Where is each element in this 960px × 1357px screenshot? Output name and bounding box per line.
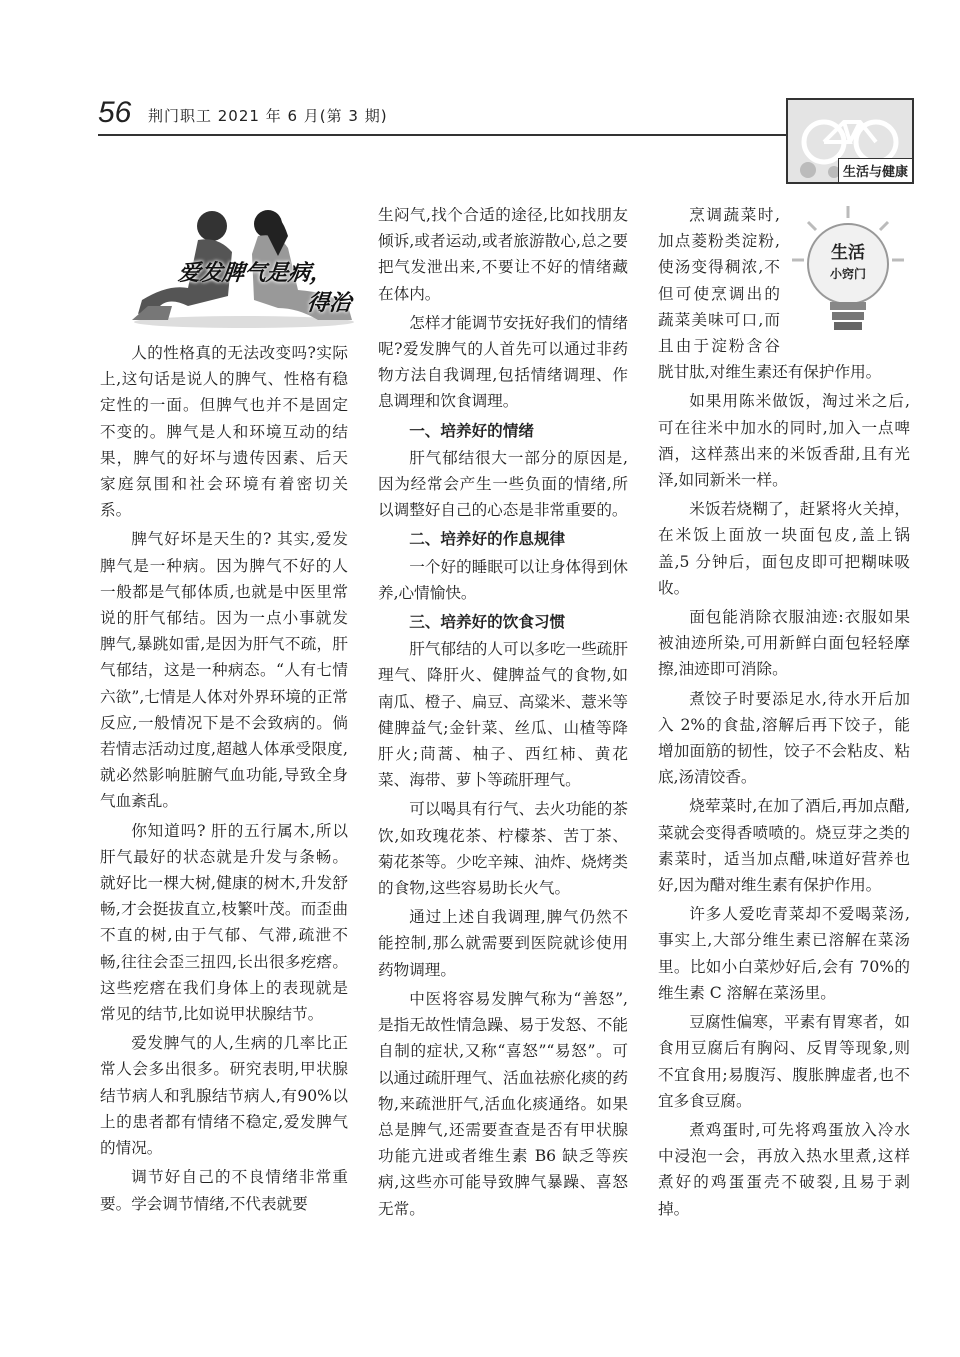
tips-badge-line1: 生活 xyxy=(831,243,865,263)
tips-badge-line2: 小窍门 xyxy=(829,267,867,281)
article-title-line1: 爱发脾气是病， xyxy=(176,261,334,286)
section-heading: 三、培养好的饮食习惯 xyxy=(409,613,566,632)
paragraph: 生闷气,找个合适的途径,比如找朋友倾诉,或者运动,或者旅游散心,总之要把气发泄出来,不要让不好的情绪藏在体内。 xyxy=(378,206,628,303)
section-logo xyxy=(786,98,914,184)
tip-item: 烹调蔬菜时,加点菱粉类淀粉,使汤变得稠浓,不但可使烹调出的蔬菜美味可口,而且由于淀粉含谷胱甘肽,对维生素还有保护作用。 xyxy=(658,206,882,382)
tip-item: 许多人爱吃青菜却不爱喝菜汤,事实上,大部分维生素已溶解在菜汤里。比如小白菜炒好后,会有 70%的维生素 C 溶解在菜汤里。 xyxy=(658,905,910,1002)
tip-item: 如果用陈米做饭，淘过米之后,可在往米中加水的同时,加入一点啤酒，这样蒸出来的米饭香甜,且有光泽,如同新米一样。 xyxy=(658,392,910,490)
tips-column xyxy=(658,202,910,1225)
section-heading: 一、培养好的情绪 xyxy=(409,421,534,440)
header-rule xyxy=(98,134,786,136)
tip-item: 烧荤菜时,在加了酒后,再加点醋,菜就会变得香喷喷的。烧豆芽之类的素菜时，适当加点醋,味道好营养也好,因为醋对维生素有保护作用。 xyxy=(658,797,910,895)
paragraph: 肝气郁结的人可以多吃一些疏肝理气、降肝火、健脾益气的食物,如南瓜、橙子、扁豆、高粱米、薏米等健脾益气;金针菜、丝瓜、山楂等降肝火;茼蒿、柚子、西红柿、黄花菜、海带、萝卜等疏肝理气。 xyxy=(378,640,628,790)
tip-item: 面包能消除衣服油迹:衣服如果被油迹所染,可用新鲜白面包轻轻摩擦,油迹即可消除。 xyxy=(658,608,910,679)
paragraph: 肝气郁结很大一部分的原因是,因为经常会产生一些负面的情绪,所以调整好自己的心态是非常重要的。 xyxy=(378,448,628,520)
article-column-1 xyxy=(100,340,348,1220)
paragraph: 一个好的睡眠可以让身体得到休养,心情愉快。 xyxy=(378,557,628,602)
paragraph: 怎样才能调节安抚好我们的情绪呢?爱发脾气的人首先可以通过非药物方法自我调理,包括情绪调理、作息调理和饮食调理。 xyxy=(378,313,628,411)
article-title-line2: 得治 xyxy=(305,291,353,316)
paragraph: 通过上述自我调理,脾气仍然不能控制,那么就需要到医院就诊使用药物调理。 xyxy=(378,908,628,979)
tip-item: 煮饺子时要添足水,待水开后加入 2%的食盐,溶解后再下饺子，能增加面筋的韧性，饺子不会粘皮、粘底,汤清饺香。 xyxy=(658,689,910,787)
paragraph: 中医将容易发脾气称为“善怒”,是指无故性情急躁、易于发怒、不能自制的症状,又称“喜怒”“易怒”。可以通过疏肝理气、活血祛瘀化痰的药物,来疏泄肝气,活血化痰通络。如果总是脾气,还需要查查是否有甲状腺功能亢进或者维生素 B6 缺乏等疾病,这些亦可能导致脾气暴躁、喜怒无常。 xyxy=(378,989,628,1218)
paragraph: 你知道吗? 肝的五行属木,所以肝气最好的状态就是升发与条畅。就好比一棵大树,健康的树木,升发舒畅,才会挺拔直立,枝繁叶茂。而歪曲不直的树,由于气郁、气滞,疏泄不畅,往往会歪三扭四,长出很多疙瘩。这些疙瘩在我们身体上的表现就是常见的结节,比如说甲状腺结节。 xyxy=(100,821,348,1024)
tip-item: 米饭若烧糊了，赶紧将火关掉，在米饭上面放一块面包皮,盖上锅盖,5 分钟后，面包皮即可把糊味吸收。 xyxy=(658,500,910,597)
section-label: 生活与健康 xyxy=(838,158,912,182)
tip-item: 煮鸡蛋时,可先将鸡蛋放入冷水中浸泡一会，再放入热水里煮,这样煮好的鸡蛋蛋壳不破裂,且易于剥掉。 xyxy=(658,1120,910,1218)
section-heading: 二、培养好的作息规律 xyxy=(409,530,566,549)
tip-item: 豆腐性偏寒，平素有胃寒者，如食用豆腐后有胸闷、反胃等现象,则不宜食用;易腹泻、腹胀脾虚者,也不宜多食豆腐。 xyxy=(658,1013,910,1110)
publication-info: 荆门职工 2021 年 6 月(第 3 期) xyxy=(148,107,388,125)
paragraph: 爱发脾气的人,生病的几率比正常人会多出很多。研究表明,甲状腺结节病人和乳腺结节病人,有90%以上的患者都有情绪不稳定,爱发脾气的情况。 xyxy=(100,1034,348,1158)
lightbulb-icon xyxy=(786,202,910,342)
article-column-2 xyxy=(378,202,628,1225)
page-number: 56 xyxy=(98,96,132,129)
paragraph: 脾气好坏是天生的? 其实,爱发脾气是一种病。因为脾气不好的人一般都是气郁体质,也就是中医里常说的肝气郁结。因为一点小事就发脾气,暴跳如雷,是因为肝气不疏，肝气郁结，这是一种病态。“人有七情六欲”,七情是人体对外界环境的正常反应,一般情况下是不会致病的。倘若情志活动过度,超越人体承受限度,就必然影响脏腑气血功能,导致全身气血紊乱。 xyxy=(100,530,348,811)
paragraph: 人的性格真的无法改变吗?实际上,这句话是说人的脾气、性格有稳定性的一面。但脾气也并不是固定不变的。脾气是人和环境互动的结果，脾气的好坏与遗传因素、后天家庭氛围和社会环境有着密切关系。 xyxy=(100,344,348,520)
paragraph: 调节好自己的不良情绪非常重要。学会调节情绪,不代表就要 xyxy=(100,1168,348,1213)
paragraph: 可以喝具有行气、去火功能的茶饮,如玫瑰花茶、柠檬茶、苦丁茶、菊花茶等。少吃辛辣、油炸、烧烤类的食物,这些容易助长火气。 xyxy=(378,800,628,898)
